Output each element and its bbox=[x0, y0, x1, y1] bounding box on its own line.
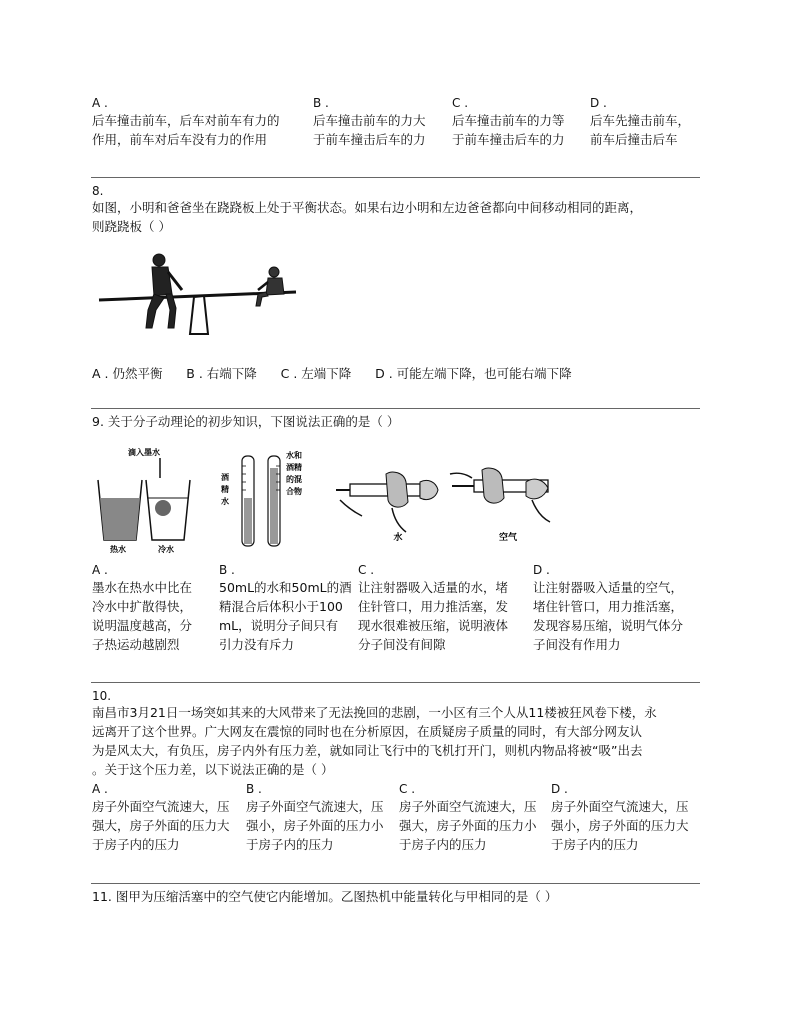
divider bbox=[91, 682, 700, 683]
ink-drop bbox=[155, 500, 171, 516]
q7-option-b[interactable] bbox=[313, 95, 448, 149]
question-stem: 9. 关于分子动理论的初步知识，下图说法正确的是（ ） bbox=[92, 414, 400, 429]
option-text: 让注射器吸入适量的空气， 堵住针管口，用力推活塞， 发现容易压缩，说明气体分 子间没有作用力 bbox=[533, 580, 684, 652]
option-label: D . bbox=[590, 96, 607, 110]
q10-option-b[interactable] bbox=[246, 781, 398, 854]
q7-option-c[interactable] bbox=[452, 95, 587, 149]
option-label: D . bbox=[551, 782, 568, 796]
option-label: A . bbox=[92, 96, 108, 110]
q9-option-c[interactable] bbox=[358, 562, 528, 654]
divider bbox=[91, 408, 700, 409]
option-label: A . bbox=[92, 563, 108, 577]
q10-option-a[interactable] bbox=[92, 781, 244, 854]
option-text: 房子外面空气流速大，压 强小，房子外面的压力大 于房子内的压力 bbox=[551, 799, 689, 852]
cold-label: 冷水 bbox=[158, 545, 174, 554]
option-label: B . bbox=[219, 563, 235, 577]
q8-options[interactable]: A . 仍然平衡 B . 右端下降 C . 左端下降 D . 可能左端下降，也可能右端下降 bbox=[92, 366, 572, 381]
option-text: 房子外面空气流速大，压 强大，房子外面的压力大 于房子内的压力 bbox=[92, 799, 230, 852]
water-label: 水 bbox=[393, 533, 403, 543]
tubes-figure bbox=[218, 446, 318, 550]
question-stem-line: 为是风太大，有负压，房子内外有压力差，就如同让飞行中的飞机打开门，则机内物品将被“吸”出去 bbox=[92, 743, 643, 758]
option-label: B . bbox=[313, 96, 329, 110]
question-11-stem: 11. 图甲为压缩活塞中的空气使它内能增加。乙图热机中能量转化与甲相同的是（ ） bbox=[92, 889, 558, 904]
option-text: 后车撞击前车的力大 于前车撞击后车的力 bbox=[313, 113, 426, 147]
option-text: 墨水在热水中比在 冷水中扩散得快， 说明温度越高，分 子热运动越剧烈 bbox=[92, 580, 193, 652]
option-label: C . bbox=[399, 782, 416, 796]
option-text: 后车撞击前车的力等 于前车撞击后车的力 bbox=[452, 113, 565, 147]
q9-option-b[interactable] bbox=[219, 562, 354, 654]
option-label: B . bbox=[246, 782, 262, 796]
seesaw-fulcrum bbox=[190, 296, 208, 334]
option-label: D . bbox=[533, 563, 550, 577]
question-stem-line: 。关于这个压力差，以下说法正确的是（ ） bbox=[92, 762, 334, 777]
syringes-figure bbox=[332, 460, 554, 544]
option-label: A . bbox=[92, 782, 108, 796]
boy-figure bbox=[256, 267, 284, 306]
option-label: C . bbox=[358, 563, 375, 577]
question-stem: 如图，小明和爸爸坐在跷跷板上处于平衡状态。如果右边小明和左边爸爸都向中间移动相同的距离， bbox=[92, 200, 643, 215]
option-text: 50mL的水和50mL的酒 精混合后体积小于100 mL，说明分子间只有 引力没有斥力 bbox=[219, 580, 352, 652]
hot-label: 热水 bbox=[110, 545, 126, 554]
air-syringe bbox=[450, 468, 550, 522]
mixture-label: 水和酒精的混合物 bbox=[286, 451, 302, 496]
divider bbox=[91, 177, 700, 178]
option-text: 房子外面空气流速大，压 强小，房子外面的压力小 于房子内的压力 bbox=[246, 799, 384, 852]
option-text: 后车撞击前车，后车对前车有力的 作用，前车对后车没有力的作用 bbox=[92, 113, 280, 147]
q10-option-d[interactable] bbox=[551, 781, 703, 854]
question-stem-line: 远离开了这个世界。广大网友在震惊的同时也在分析原因，在质疑房子质量的同时，有大部分网友认 bbox=[92, 724, 643, 739]
drop-label: 滴入墨水 bbox=[128, 448, 160, 457]
q9-option-d[interactable] bbox=[533, 562, 701, 654]
alcohol-label: 酒精水 bbox=[221, 473, 229, 506]
q9-option-a[interactable] bbox=[92, 562, 214, 654]
divider bbox=[91, 883, 700, 884]
question-stem-line: 南昌市3月21日一场突如其来的大风带来了无法挽回的悲剧，一小区有三个人从11楼被狂风卷下楼，永 bbox=[92, 705, 657, 720]
q7-option-d[interactable] bbox=[590, 95, 700, 149]
beakers-figure bbox=[94, 444, 194, 554]
option-text: 房子外面空气流速大，压 强大，房子外面的压力小 于房子内的压力 bbox=[399, 799, 537, 852]
question-number: 10. bbox=[92, 689, 112, 703]
dispersed-ink bbox=[100, 498, 140, 540]
option-label: C . bbox=[452, 96, 469, 110]
water-syringe bbox=[336, 472, 438, 532]
question-number: 8. bbox=[92, 184, 104, 198]
option-text: 后车先撞击前车， 前车后撞击后车 bbox=[590, 113, 691, 147]
q7-option-a[interactable] bbox=[92, 95, 307, 149]
option-text: 让注射器吸入适量的水，堵 住针管口，用力推活塞，发 现水很难被压缩，说明液体 分子间没有间隙 bbox=[358, 580, 509, 652]
q10-option-c[interactable] bbox=[399, 781, 551, 854]
air-label: 空气 bbox=[498, 533, 518, 543]
question-stem: 则跷跷板（ ） bbox=[92, 219, 171, 234]
seesaw-figure bbox=[96, 250, 301, 335]
father-figure bbox=[146, 254, 182, 328]
